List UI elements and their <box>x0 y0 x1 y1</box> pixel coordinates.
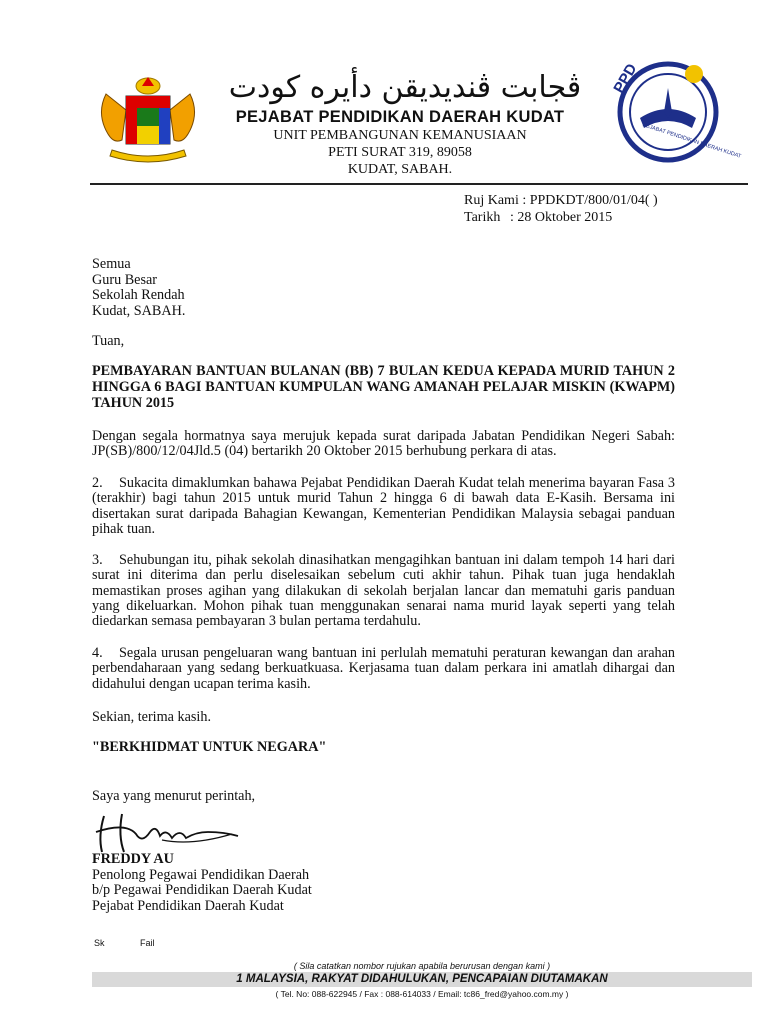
motto: "BERKHIDMAT UNTUK NEGARA" <box>92 739 327 755</box>
paragraph-text: Sukacita dimaklumkan bahawa Pejabat Pendidikan Daerah Kudat telah menerima bayaran Fasa 3 (terakhir) bagi tahun 2015 untuk murid Tahun 2 hingga 6 di bawah data E-Kasih. Bersama ini disertakan surat daripada Bahagian Kewangan, Kementerian Pendidikan Malaysia sebagai panduan pihak tuan. <box>92 475 675 537</box>
paragraph-2 <box>92 476 675 537</box>
paragraph-3 <box>92 553 675 629</box>
recipient-line: Kudat, SABAH. <box>92 302 186 319</box>
letter-date <box>464 210 612 226</box>
paragraph-text: Segala urusan pengeluaran wang bantuan ini perlulah mematuhi peraturan kewangan dan arahan perbendaharaan yang sedang berkuatkuasa. Kerjasama tuan dalam perkara ini amatlah dihargai dan didahului dengan ucapan terima kasih. <box>92 645 675 692</box>
signatory-office: Pejabat Pendidikan Daerah Kudat <box>92 897 284 914</box>
recipient-block <box>92 257 185 319</box>
signature <box>92 808 252 856</box>
paragraph-1 <box>92 429 675 460</box>
signatory-name: FREDDY AU <box>92 851 174 867</box>
ruj-label: Ruj Kami <box>464 193 519 208</box>
reference-number <box>464 193 658 209</box>
recipient-line: Semua <box>92 256 131 272</box>
coat-of-arms-logo <box>92 72 204 164</box>
ruj-value: : PPDKDT/800/01/04( ) <box>522 193 658 208</box>
address-line-1: PETI SURAT 319, 89058 <box>328 145 472 160</box>
signoff: Saya yang menurut perintah, <box>92 788 256 804</box>
signatory-position: Penolong Pegawai Pendidikan Daerah <box>92 866 310 883</box>
signatory-position: b/p Pegawai Pendidikan Daerah Kudat <box>92 882 312 898</box>
ppd-logo-badge: PPD <box>610 60 641 97</box>
tarikh-value: : 28 Oktober 2015 <box>510 210 613 225</box>
signatory-block <box>92 852 312 914</box>
unit-name: UNIT PEMBANGUNAN KEMANUSIAAN <box>273 128 527 143</box>
cc-fail: Fail <box>140 938 155 948</box>
footer-note: ( Sila catatkan nombor rujukan apabila berurusan dengan kami ) <box>293 961 551 971</box>
paragraph-text: Sehubungan itu, pihak sekolah dinasihatkan mengagihkan bantuan ini dalam tempoh 14 hari dari surat ini diterima dan perlu diselesaikan sebelum cuti akhir tahun. Pihak tuan juga hendaklah memastikan proses agihan yang dilakukan di sekolah berjalan lancar dan mematuhi garis panduan yang dikeluarkan. Mohon pihak tuan menggunakan senarai nama murid layak seperti yang telah diedarkan semasa pembayaran 3 bulan pertama terdahulu. <box>92 552 675 630</box>
letter-subject: PEMBAYARAN BANTUAN BULANAN (BB) 7 BULAN KEDUA KEPADA MURID TAHUN 2 HINGGA 6 BAGI BANTUAN KUMPULAN WANG AMANAH PELAJAR MISKIN (KWAPM) TAHUN 2015 <box>92 363 675 411</box>
recipient-line: Guru Besar <box>92 271 158 288</box>
address-line-2: KUDAT, SABAH. <box>347 162 453 177</box>
paragraph-text: Dengan segala hormatnya saya merujuk kepada surat daripada Jabatan Pendidikan Negeri Sabah: JP(SB)/800/12/04Jld.5 (04) bertarikh 20 Oktober 2015 berhubung perkara di atas. <box>92 428 675 460</box>
tarikh-label: Tarikh <box>464 210 501 225</box>
header-divider <box>90 183 748 185</box>
cc-sk: Sk <box>94 938 105 948</box>
closing: Sekian, terima kasih. <box>92 709 211 725</box>
jawi-title: ڤجابت ڤنديديقن دأيره كودت <box>228 70 582 105</box>
paragraph-4 <box>92 646 675 692</box>
ppd-logo-ring-text: PEJABAT PENDIDIKAN DAERAH KUDAT <box>641 122 742 160</box>
paragraph-number: 3. <box>92 552 103 568</box>
footer-slogan: 1 MALAYSIA, RAKYAT DIDAHULUKAN, PENCAPAIAN DIUTAMAKAN <box>236 973 608 985</box>
paragraph-number: 4. <box>92 645 103 661</box>
recipient-line: Sekolah Rendah <box>92 287 185 303</box>
salutation: Tuan, <box>92 333 125 349</box>
paragraph-number: 2. <box>92 475 103 491</box>
footer-contact: ( Tel. No: 088-622945 / Fax : 088-614033 / Email: tc86_fred@yahoo.com.my ) <box>275 989 569 999</box>
office-title: PEJABAT PENDIDIKAN DAERAH KUDAT <box>235 108 565 126</box>
